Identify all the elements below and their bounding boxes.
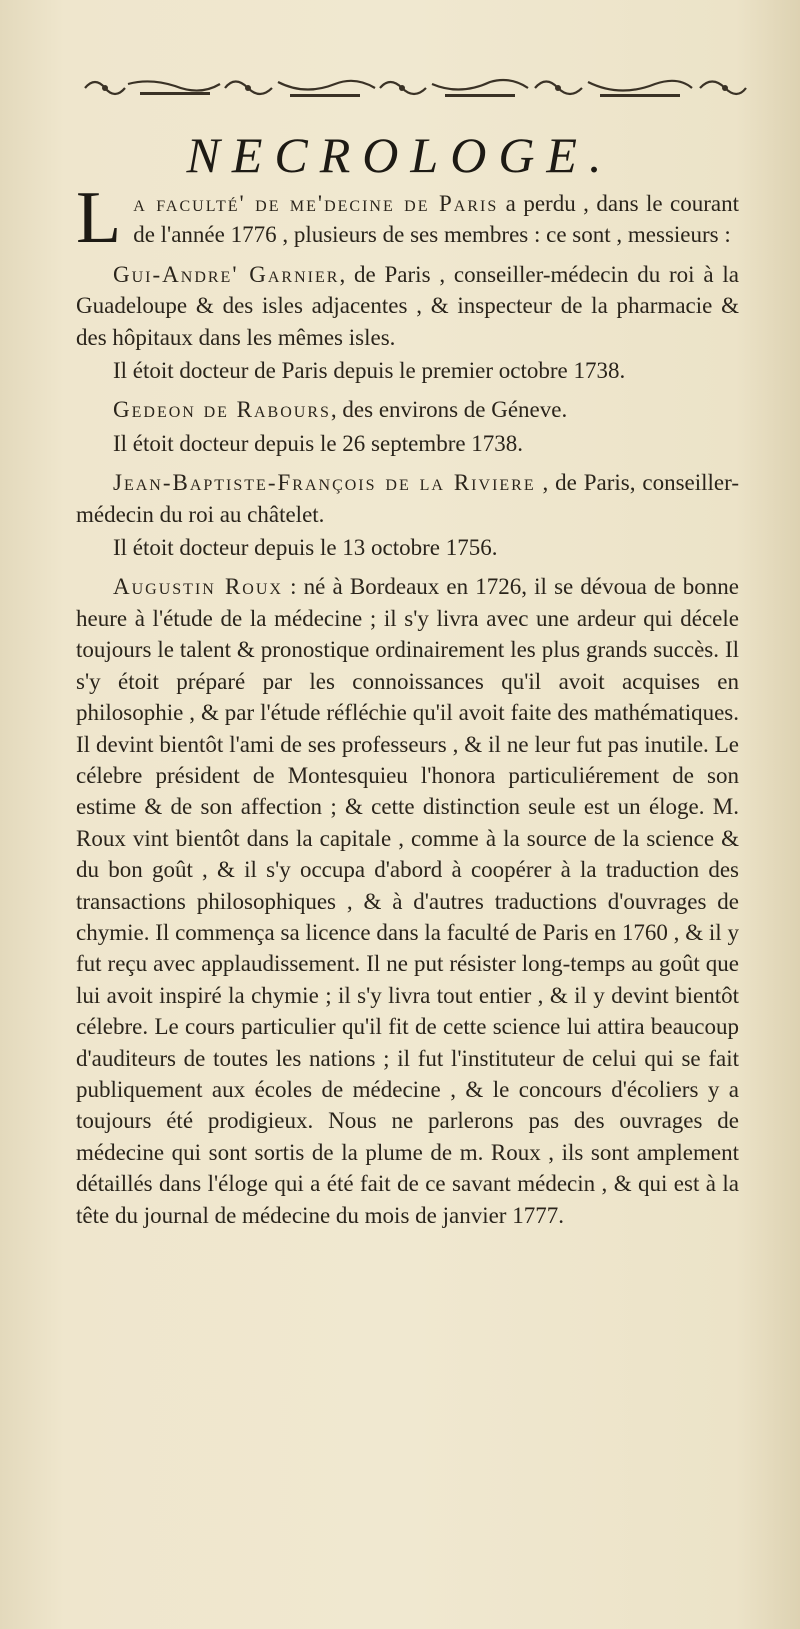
page-title: NECROLOGE. <box>186 127 614 183</box>
entry-name: Gedeon de Rabours <box>113 397 331 423</box>
entry-desc: , de Paris , conseiller-médecin du roi à la Guadeloupe & des isles adjacentes , & inspecteur de la pharmacie & des hôpitaux dans les mêmes isles. <box>76 261 739 350</box>
header-ornament <box>80 70 750 106</box>
drop-cap: L <box>76 177 122 259</box>
entry-name: Gui-Andre' Garnier <box>113 261 340 287</box>
entry-garnier <box>76 259 739 353</box>
necrology-text <box>76 177 739 1239</box>
entry-name: Jean-Baptiste-François de la Riviere <box>113 470 536 496</box>
entry-desc: , des environs de Géneve. <box>330 397 568 423</box>
roux-biography: : né à Bordeaux en 1726, il se dévoua de bonne heure à l'étude de la médecine ; il s'y livra avec une ardeur qui décele toujours le talent & pronostique ordinairement les plus grands succès. Il s'y étoit préparé par les connoissances qu'il avoit acquises en philosophie , & par l'étude réfléchie qu'il avoit faite des mathématiques. Il devint bientôt l'ami de ses professeurs , & il ne leur fut pas inutile. Le célebre président de Montesquieu l'honora particuliérement de son estime & de son affection ; & cette distinction seule est un éloge. M. Roux vint bientôt dans la capitale , comme à la source de la science & du bon goût , & il s'y occupa d'abord à coopérer à la traduction des transactions philosophiques , & à d'autres traductions d'ouvrages de chymie. Il commença sa licence dans la faculté de Paris en 1760 , & il y fut reçu avec applaudissement. Il ne put résister long-temps au goût que lui avoit inspiré la chymie ; il s'y livra tout entier , & il y devint bientôt célebre. Le cours particulier qu'il fit de cette science lui attira beaucoup d'auditeurs de toutes les nations ; il fut l'instituteur de celui qui se fait publiquement aux écoles de médecine , & le concours d'écoliers y a toujours été prodigieux. Nous ne parlerons pas des ouvrages de médecine qui sont sortis de la plume de m. Roux , ils sont amplement détaillés dans l'éloge qui a été fait de ce savant médecin , & qui est à la tête du journal de médecine du mois de janvier 1777. <box>76 574 739 1228</box>
entry-doctor-date: Il étoit docteur de Paris depuis le premier octobre 1738. <box>113 358 626 384</box>
entry-desc: , de Paris, conseiller-médecin du roi au châtelet. <box>76 470 739 527</box>
entry-riviere <box>76 467 739 530</box>
intro-text: a perdu , dans le courant de l'année 1776 , plusieurs de ses membres : ce sont , messieurs : <box>133 191 739 248</box>
intro-paragraph <box>76 177 739 259</box>
entry-rabours <box>76 394 739 425</box>
entry-name: Augustin Roux <box>113 574 283 600</box>
entry-doctor-date: Il étoit docteur depuis le 13 octobre 1756. <box>113 535 498 561</box>
entry-roux <box>76 571 739 1231</box>
entry-doctor-date: Il étoit docteur depuis le 26 septembre 1738. <box>113 430 524 456</box>
faculty-name: a faculté' de me'decine de Paris <box>133 191 499 216</box>
